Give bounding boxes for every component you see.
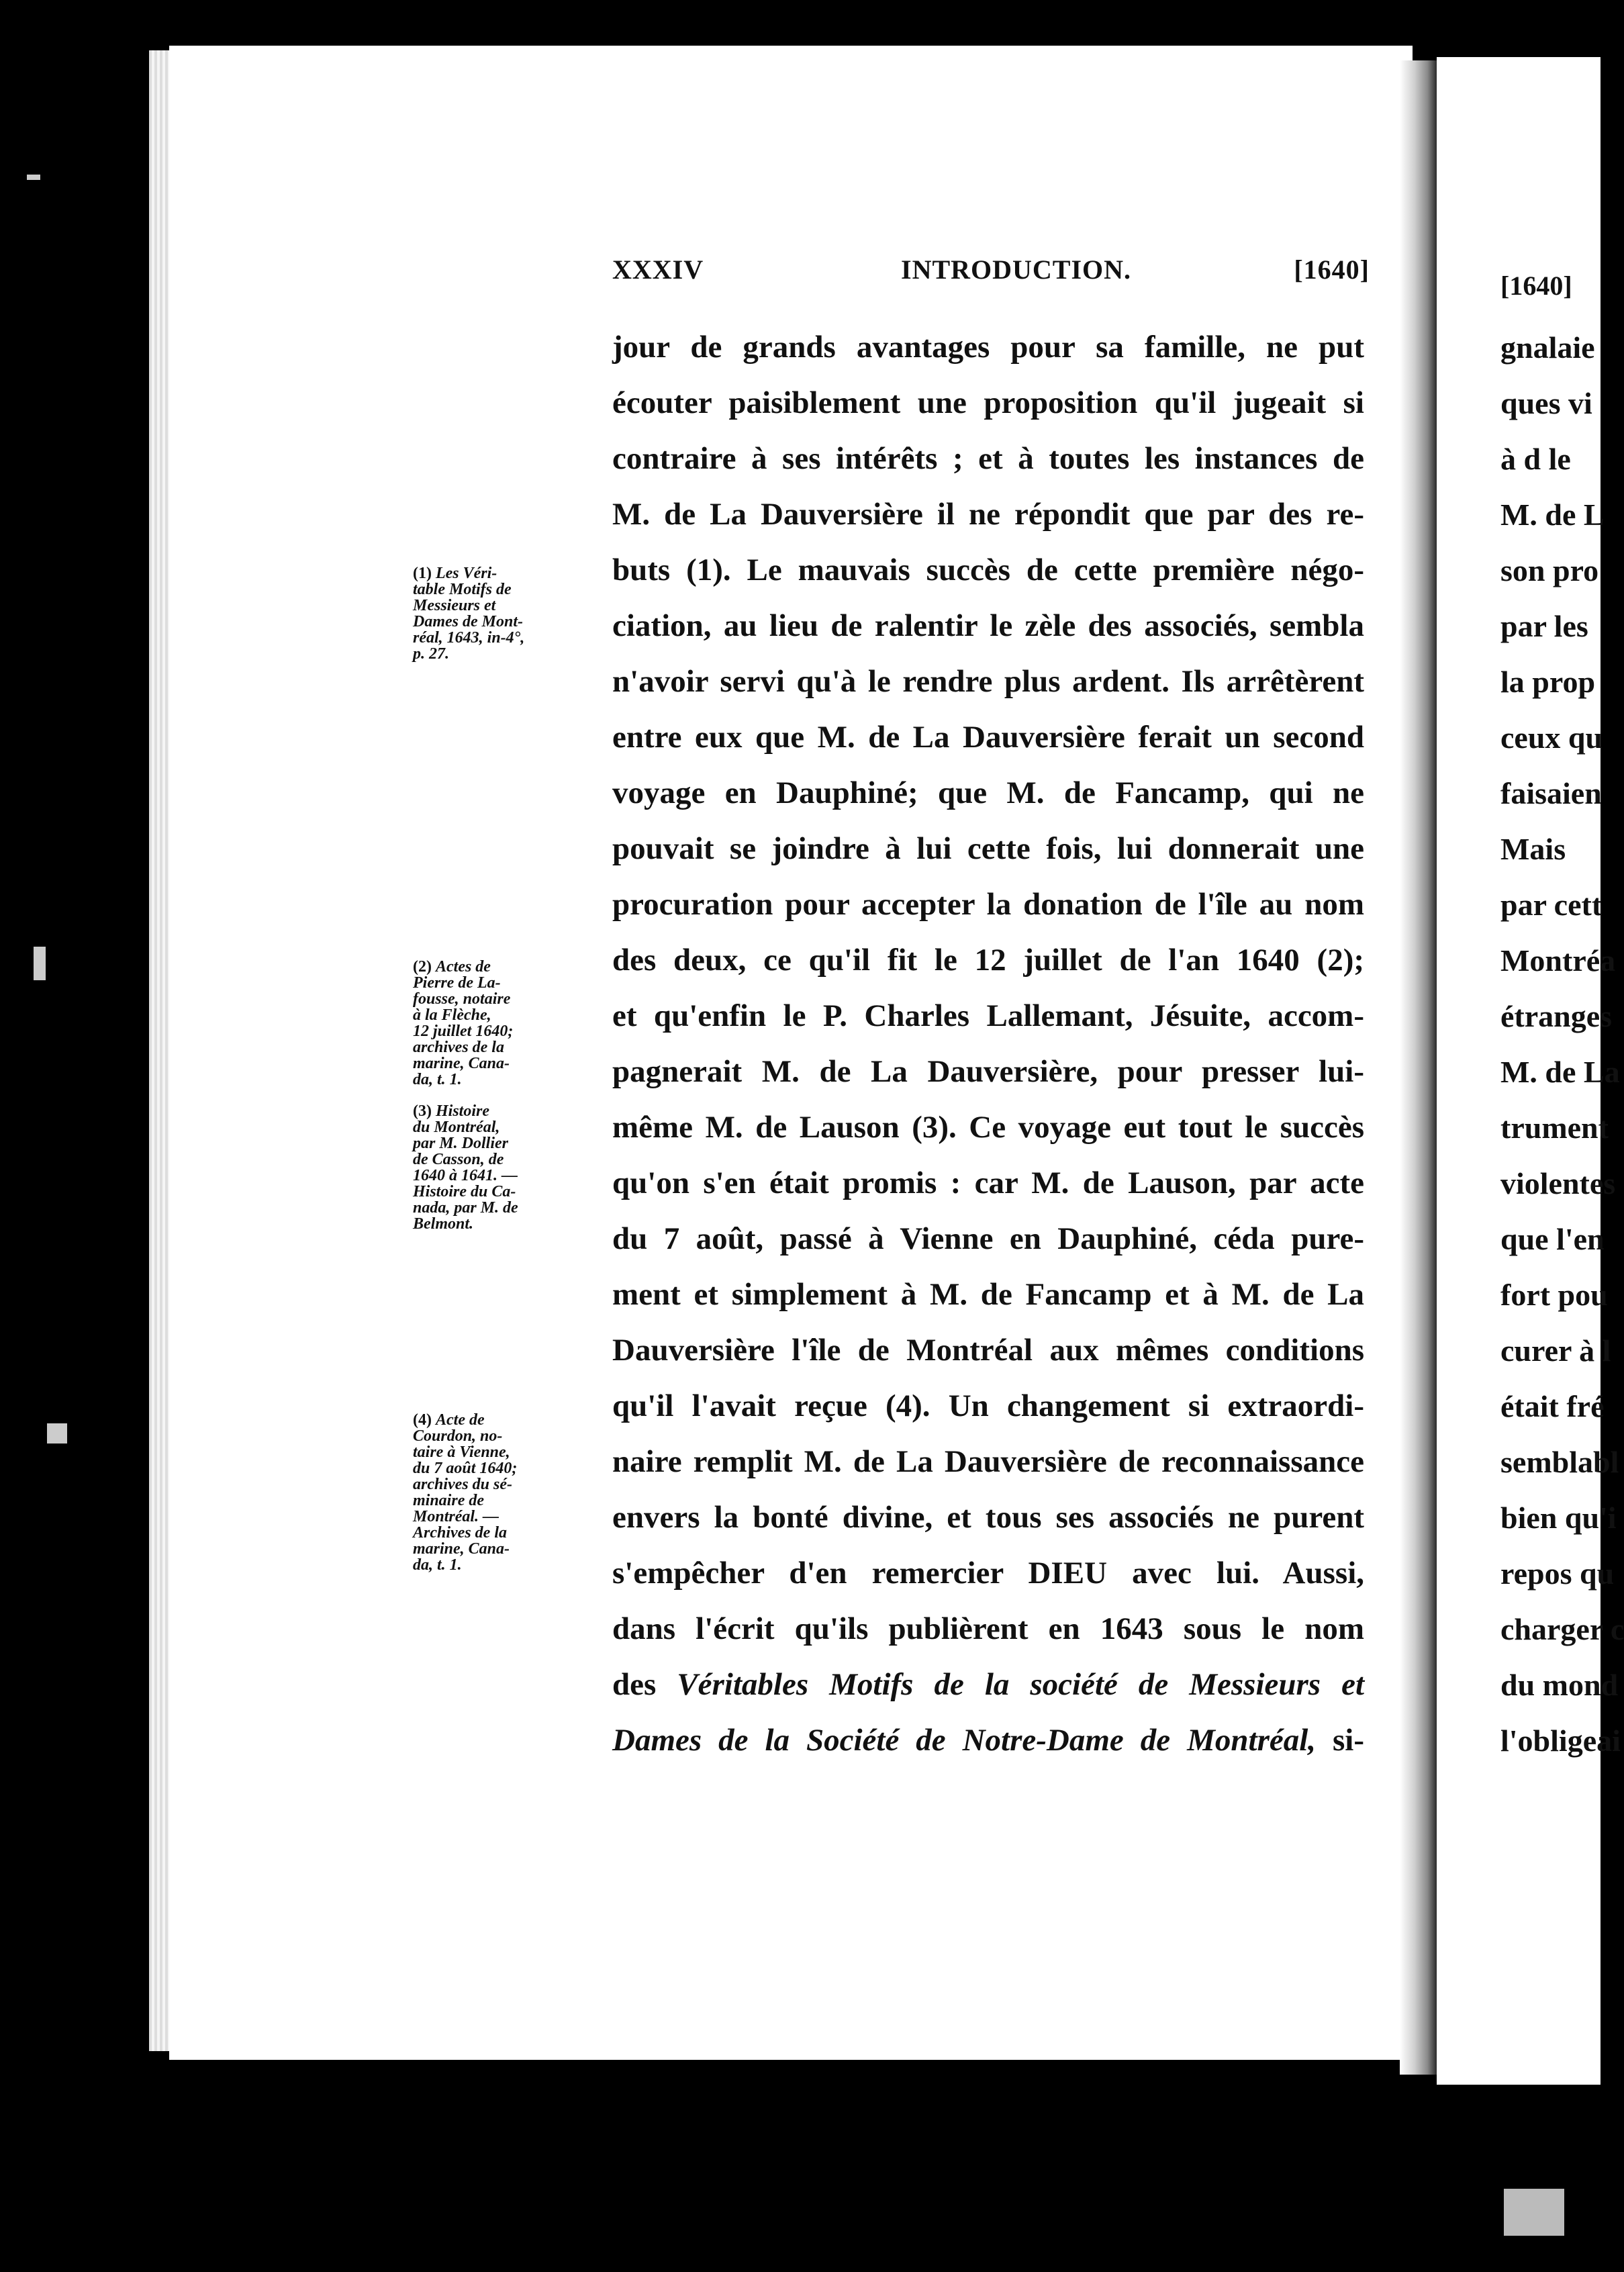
text-line: qu'il l'avait reçue (4). Un changement si extraordi- xyxy=(612,1388,1364,1423)
facing-text-line: que l'en xyxy=(1500,1222,1605,1256)
text-line: du 7 août, passé à Vienne en Dauphiné, céda pure- xyxy=(612,1221,1364,1256)
text-line: entre eux que M. de La Dauversière ferait un second xyxy=(612,720,1364,755)
facing-page-header: [1640] xyxy=(1500,271,1572,301)
facing-text-line: son pro xyxy=(1500,553,1599,587)
text-line: jour de grands avantages pour sa famille, ne put xyxy=(612,330,1364,365)
book-gutter xyxy=(1400,60,1437,2075)
note-number: (4) xyxy=(413,1411,436,1429)
facing-text-line: trument xyxy=(1500,1110,1609,1145)
facing-text-line: gnalaie xyxy=(1500,330,1595,365)
facing-text-line: du mond xyxy=(1500,1668,1619,1702)
facing-text-line: M. de La xyxy=(1500,1055,1620,1089)
facing-text-line: M. de L xyxy=(1500,498,1605,532)
page-edges xyxy=(149,50,169,2051)
note-line: Montréal. — xyxy=(413,1508,499,1525)
italic-title: Véritables Motifs de la société de Messieurs et xyxy=(677,1667,1365,1702)
note-line: da, t. 1. xyxy=(413,1556,462,1574)
text-line: dans l'écrit qu'ils publièrent en 1643 sous le nom xyxy=(612,1611,1364,1646)
note-line: Courdon, no- xyxy=(413,1427,503,1445)
text-line: ment et simplement à M. de Fancamp et à M. de La xyxy=(612,1277,1364,1312)
text-line: naire remplit M. de La Dauversière de reconnaissance xyxy=(612,1444,1364,1479)
text-line: et qu'enfin le P. Charles Lallemant, Jésuite, accom- xyxy=(612,998,1364,1033)
facing-text-line: ques vi xyxy=(1500,386,1592,420)
facing-text-line: par cett xyxy=(1500,888,1603,922)
text-line: qu'on s'en était promis : car M. de Lauson, par acte xyxy=(612,1166,1364,1200)
note-line xyxy=(413,1103,594,1119)
facing-text-line: faisaien xyxy=(1500,776,1602,810)
scan-speck xyxy=(47,1423,67,1443)
text-line: pagnerait M. de La Dauversière, pour presser lui- xyxy=(612,1054,1364,1089)
main-text xyxy=(612,320,1364,1768)
facing-text-line: bien qu'i xyxy=(1500,1501,1617,1535)
note-number: (1) xyxy=(413,565,436,582)
note-line: fousse, notaire xyxy=(413,990,511,1008)
marginal-note-3 xyxy=(413,1103,594,1232)
note-line: minaire de xyxy=(413,1492,484,1509)
note-line: 12 juillet 1640; xyxy=(413,1023,514,1040)
text-line: procuration pour accepter la donation de l'île au nom xyxy=(612,887,1364,922)
text-line: ciation, au lieu de ralentir le zèle des associés, sembla xyxy=(612,608,1364,643)
note-text: Actes de xyxy=(435,958,491,976)
text-line: Dauversière l'île de Montréal aux mêmes conditions xyxy=(612,1333,1364,1368)
facing-text-line: repos qu xyxy=(1500,1556,1615,1591)
note-line: Dames de Mont- xyxy=(413,613,523,630)
note-line: du Montréal, xyxy=(413,1119,500,1136)
facing-text-line: Mais xyxy=(1500,832,1566,866)
text-line: même M. de Lauson (3). Ce voyage eut tout le succès xyxy=(612,1110,1364,1145)
text-line: écouter paisiblement une proposition qu'il jugeait si xyxy=(612,385,1364,420)
note-line: 1640 à 1641. — xyxy=(413,1167,518,1184)
note-line: nada, par M. de xyxy=(413,1199,518,1217)
facing-text-line: étranges xyxy=(1500,999,1613,1033)
text-line xyxy=(612,1657,1364,1713)
facing-text-line: la prop xyxy=(1500,665,1596,699)
note-line: marine, Cana- xyxy=(413,1540,510,1558)
text-line: contraire à ses intérêts ; et à toutes les instances de xyxy=(612,441,1364,476)
text-line: M. de La Dauversière il ne répondit que par des re- xyxy=(612,497,1364,532)
note-line: table Motifs de xyxy=(413,581,512,598)
note-line: p. 27. xyxy=(413,645,449,663)
note-line: marine, Cana- xyxy=(413,1055,510,1072)
text-line: n'avoir servi qu'à le rendre plus ardent. Ils arrêtèrent xyxy=(612,664,1364,699)
facing-text-line: curer à l xyxy=(1500,1333,1611,1368)
note-text: Acte de xyxy=(435,1411,485,1429)
note-line: du 7 août 1640; xyxy=(413,1460,518,1477)
text-line: s'empêcher d'en remercier DIEU avec lui. Aussi, xyxy=(612,1556,1364,1591)
text-line: envers la bonté divine, et tous ses associés ne purent xyxy=(612,1500,1364,1535)
marginal-note-4 xyxy=(413,1412,594,1573)
facing-text-line: était fré xyxy=(1500,1389,1605,1423)
italic-title: Dames de la Société de Notre-Dame de Montréal, xyxy=(612,1723,1317,1758)
facing-text-line: violentes xyxy=(1500,1166,1616,1200)
note-line: Histoire du Ca- xyxy=(413,1183,516,1200)
facing-text-line: par les xyxy=(1500,609,1588,643)
note-line: Pierre de La- xyxy=(413,974,501,992)
note-line: à la Flèche, xyxy=(413,1006,491,1024)
text-line: des deux, ce qu'il fit le 12 juillet de l'an 1640 (2); xyxy=(612,943,1364,978)
note-line: archives de la xyxy=(413,1039,504,1056)
facing-text-line: fort pou xyxy=(1500,1278,1608,1312)
header-year: [1640] xyxy=(1294,254,1370,285)
note-line xyxy=(413,1412,594,1428)
facing-text-line: semblabl xyxy=(1500,1445,1619,1479)
note-number: (2) xyxy=(413,958,436,976)
note-line: de Casson, de xyxy=(413,1151,504,1168)
note-line: da, t. 1. xyxy=(413,1071,462,1088)
marginal-note-1 xyxy=(413,565,594,662)
facing-text-line: l'obligeai xyxy=(1500,1723,1621,1758)
scan-speck xyxy=(1504,2189,1564,2236)
text-span: si- xyxy=(1316,1723,1364,1758)
note-line xyxy=(413,565,594,581)
page-number: XXXIV xyxy=(612,254,704,285)
page-header xyxy=(612,254,1370,294)
note-line: Messieurs et xyxy=(413,597,496,614)
text-line: voyage en Dauphiné; que M. de Fancamp, qui ne xyxy=(612,775,1364,810)
text-line: buts (1). Le mauvais succès de cette première négo- xyxy=(612,553,1364,587)
note-line: Archives de la xyxy=(413,1524,507,1542)
facing-text-line: Montréa xyxy=(1500,943,1616,978)
facing-text-line: ceux qu xyxy=(1500,720,1603,755)
text-span: des xyxy=(612,1667,677,1702)
scan-speck xyxy=(34,947,46,980)
marginal-note-2 xyxy=(413,959,594,1088)
facing-text-line: charger c xyxy=(1500,1612,1624,1646)
note-line xyxy=(413,959,594,975)
facing-text-line: à d le xyxy=(1500,442,1571,476)
note-text: Les Véri- xyxy=(435,565,497,582)
text-line: pouvait se joindre à lui cette fois, lui donnerait une xyxy=(612,831,1364,866)
note-line: réal, 1643, in-4°, xyxy=(413,629,525,647)
note-line: taire à Vienne, xyxy=(413,1443,510,1461)
note-line: par M. Dollier xyxy=(413,1135,509,1152)
note-line: archives du sé- xyxy=(413,1476,512,1493)
text-line xyxy=(612,1713,1364,1768)
facing-page-text xyxy=(1500,252,1624,1768)
running-title: INTRODUCTION. xyxy=(901,254,1132,285)
scan-speck xyxy=(27,175,40,180)
note-number: (3) xyxy=(413,1102,436,1120)
note-text: Histoire xyxy=(435,1102,489,1120)
note-line: Belmont. xyxy=(413,1215,474,1233)
